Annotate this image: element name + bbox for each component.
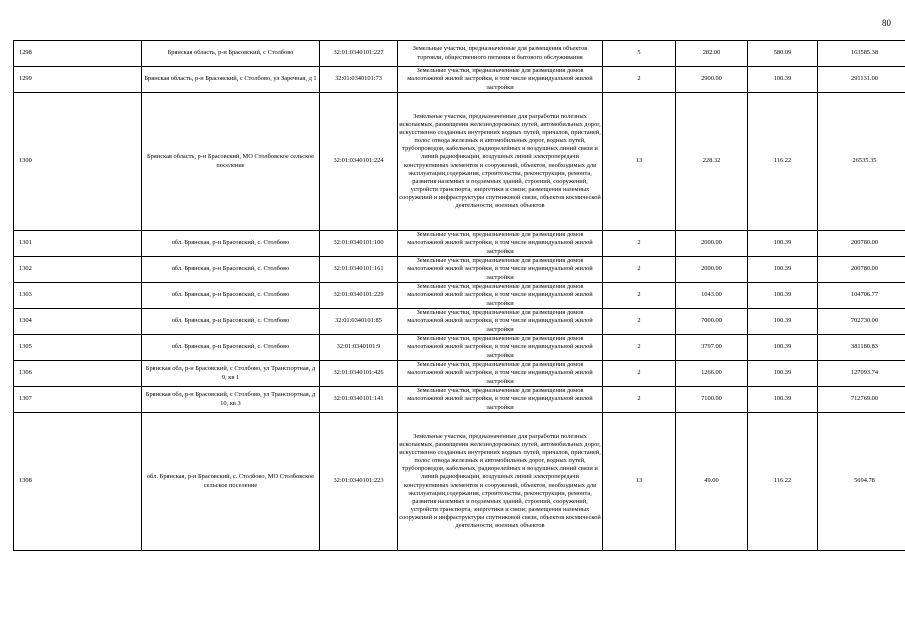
area-cell: 2900.00 <box>676 67 748 93</box>
category-cell: 5 <box>603 41 676 67</box>
cadastral-value-cell: 291131.00 <box>818 67 905 93</box>
rate-cell: 580.09 <box>748 41 818 67</box>
row-number-cell: 1304 <box>14 309 142 335</box>
cadastral-number-cell: 32:01:0340101:229 <box>320 283 398 309</box>
cadastral-value-cell: 200780.00 <box>818 231 905 257</box>
area-cell: 1043.00 <box>676 283 748 309</box>
area-cell: 3797.00 <box>676 335 748 361</box>
row-number-cell: 1308 <box>14 413 142 551</box>
cadastral-value-cell: 200780.00 <box>818 257 905 283</box>
land-purpose-cell: Земельные участки, предназначенные для размещения домов малоэтажной жилой застройки, в том числе индивидуальной жилой застройки <box>398 257 603 283</box>
land-purpose-cell: Земельные участки, предназначенные для размещения домов малоэтажной жилой застройки, в том числе индивидуальной жилой застройки <box>398 231 603 257</box>
area-cell: 7100.00 <box>676 387 748 413</box>
area-cell: 2000.00 <box>676 231 748 257</box>
land-purpose-cell: Земельные участки, предназначенные для размещения домов малоэтажной жилой застройки, в том числе индивидуальной жилой застройки <box>398 309 603 335</box>
area-cell: 282.00 <box>676 41 748 67</box>
cadastral-number-cell: 32:01:0340101:141 <box>320 387 398 413</box>
land-registry-table <box>13 40 905 551</box>
table-row <box>14 67 905 93</box>
area-cell: 49.00 <box>676 413 748 551</box>
cadastral-number-cell: 32:01:0340101:100 <box>320 231 398 257</box>
address-cell: обл. Брянская, р-н Брасовский, с. Столбово <box>142 335 320 361</box>
table-row <box>14 257 905 283</box>
land-purpose-cell: Земельные участки, предназначенные для размещения объектов торговли, общественного питания и бытового обслуживания <box>398 41 603 67</box>
rate-cell: 100.39 <box>748 335 818 361</box>
registry-body <box>14 41 905 551</box>
rate-cell: 116.22 <box>748 413 818 551</box>
row-number-cell: 1298 <box>14 41 142 67</box>
table-row <box>14 283 905 309</box>
rate-cell: 100.39 <box>748 257 818 283</box>
row-number-cell: 1299 <box>14 67 142 93</box>
address-cell: обл. Брянская, р-н Брасовский, с. Столбово, МО Столбовское сельское поселение <box>142 413 320 551</box>
address-cell: Брянская область, р-н Брасовский, с Столбово <box>142 41 320 67</box>
cadastral-value-cell: 163585.38 <box>818 41 905 67</box>
cadastral-number-cell: 32:01:0340101:223 <box>320 413 398 551</box>
row-number-cell: 1305 <box>14 335 142 361</box>
row-number-cell: 1306 <box>14 361 142 387</box>
address-cell: Брянская обл, р-н Брасовский, с Столбово, ул Транспортная, д 10, кв 3 <box>142 387 320 413</box>
cadastral-number-cell: 32:01:0340101:426 <box>320 361 398 387</box>
row-number-cell: 1302 <box>14 257 142 283</box>
cadastral-value-cell: 702730.00 <box>818 309 905 335</box>
category-cell: 2 <box>603 67 676 93</box>
table-row <box>14 413 905 551</box>
land-purpose-cell: Земельные участки, предназначенные для размещения домов малоэтажной жилой застройки, в том числе индивидуальной жилой застройки <box>398 361 603 387</box>
cadastral-value-cell: 381180.83 <box>818 335 905 361</box>
table-row <box>14 387 905 413</box>
cadastral-value-cell: 127093.74 <box>818 361 905 387</box>
cadastral-number-cell: 32:01:0340101:161 <box>320 257 398 283</box>
category-cell: 2 <box>603 231 676 257</box>
cadastral-value-cell: 104706.77 <box>818 283 905 309</box>
table-row <box>14 361 905 387</box>
land-purpose-cell: Земельные участки, предназначенные для размещения домов малоэтажной жилой застройки, в том числе индивидуальной жилой застройки <box>398 335 603 361</box>
address-cell: Брянская область, р-н Брасовский, с Столбово, ул Заречная, д 1 <box>142 67 320 93</box>
table-row <box>14 335 905 361</box>
category-cell: 2 <box>603 361 676 387</box>
category-cell: 2 <box>603 335 676 361</box>
area-cell: 1266.00 <box>676 361 748 387</box>
address-cell: обл. Брянская, р-н Брасовский, с. Столбово <box>142 283 320 309</box>
land-purpose-cell: Земельные участки, предназначенные для размещения домов малоэтажной жилой застройки, в том числе индивидуальной жилой застройки <box>398 67 603 93</box>
address-cell: обл. Брянская, р-н Брасовский, с. Столбово <box>142 231 320 257</box>
cadastral-value-cell: 712769.00 <box>818 387 905 413</box>
category-cell: 13 <box>603 93 676 231</box>
category-cell: 2 <box>603 283 676 309</box>
category-cell: 2 <box>603 387 676 413</box>
cadastral-value-cell: 26535.35 <box>818 93 905 231</box>
rate-cell: 116.22 <box>748 93 818 231</box>
rate-cell: 100.39 <box>748 387 818 413</box>
row-number-cell: 1300 <box>14 93 142 231</box>
address-cell: обл. Брянская, р-н Брасовский, с. Столбово <box>142 309 320 335</box>
area-cell: 7000.00 <box>676 309 748 335</box>
page-number: 80 <box>882 18 891 28</box>
rate-cell: 100.39 <box>748 67 818 93</box>
cadastral-number-cell: 32:01:0340101:227 <box>320 41 398 67</box>
address-cell: Брянская область, р-н Брасовский, МО Столбовское сельское поселение <box>142 93 320 231</box>
cadastral-value-cell: 5694.78 <box>818 413 905 551</box>
land-purpose-cell: Земельные участки, предназначенные для разработки полезных ископаемых, размещения железнодорожных путей, автомобильных дорог, искусственно созданных внутренних водных путей, причалов, пристаней, полос отвода железных и автомобильных дорог, водных путей, трубопроводов, кабельных, радиорелейных и воздушных линий связи и линий радиофикации, воздушных линий электропередачи конструктивных элементов и сооружений, объектов, необходимых для эксплуатации,содержания, строительства, реконструкции, ремонта, развития наземных и подземных зданий, строений, сооружений, устройств транспорта, энергетики и связи; размещения наземных сооружений и инфраструктуры спутниковой связи, объектов космической деятельности, военных объектов <box>398 413 603 551</box>
table-row <box>14 41 905 67</box>
table-row <box>14 309 905 335</box>
category-cell: 2 <box>603 309 676 335</box>
cadastral-number-cell: 32:01:0340101:73 <box>320 67 398 93</box>
land-purpose-cell: Земельные участки, предназначенные для разработки полезных ископаемых, размещения железнодорожных путей, автомобильных дорог, искусственно созданных внутренних водных путей, причалов, пристаней, полос отвода железных и автомобильных дорог, водных путей, трубопроводов, кабельных, радиорелейных и воздушных линий связи и линий радиофикации, воздушных линий электропередачи конструктивных элементов и сооружений, объектов, необходимых для эксплуатации,содержания, строительства, реконструкции, ремонта, развития наземных и подземных зданий, строений, сооружений, устройств транспорта, энергетики и связи; размещения наземных сооружений и инфраструктуры спутниковой связи, объектов космической деятельности, военных объектов <box>398 93 603 231</box>
rate-cell: 100.39 <box>748 231 818 257</box>
category-cell: 2 <box>603 257 676 283</box>
cadastral-number-cell: 32:01:0340101:85 <box>320 309 398 335</box>
table-row <box>14 93 905 231</box>
rate-cell: 100.39 <box>748 283 818 309</box>
address-cell: обл. Брянская, р-н Брасовский, с. Столбово <box>142 257 320 283</box>
row-number-cell: 1301 <box>14 231 142 257</box>
rate-cell: 100.39 <box>748 361 818 387</box>
table-row <box>14 231 905 257</box>
rate-cell: 100.39 <box>748 309 818 335</box>
category-cell: 13 <box>603 413 676 551</box>
cadastral-number-cell: 32:01:0340101:9 <box>320 335 398 361</box>
area-cell: 228.32 <box>676 93 748 231</box>
area-cell: 2000.00 <box>676 257 748 283</box>
land-purpose-cell: Земельные участки, предназначенные для размещения домов малоэтажной жилой застройки, в том числе индивидуальной жилой застройки <box>398 283 603 309</box>
cadastral-number-cell: 32:01:0340101:224 <box>320 93 398 231</box>
row-number-cell: 1307 <box>14 387 142 413</box>
address-cell: Брянская обл, р-н Брасовский, с Столбово, ул Транспортная, д 9, кв 1 <box>142 361 320 387</box>
land-purpose-cell: Земельные участки, предназначенные для размещения домов малоэтажной жилой застройки, в том числе индивидуальной жилой застройки <box>398 387 603 413</box>
row-number-cell: 1303 <box>14 283 142 309</box>
